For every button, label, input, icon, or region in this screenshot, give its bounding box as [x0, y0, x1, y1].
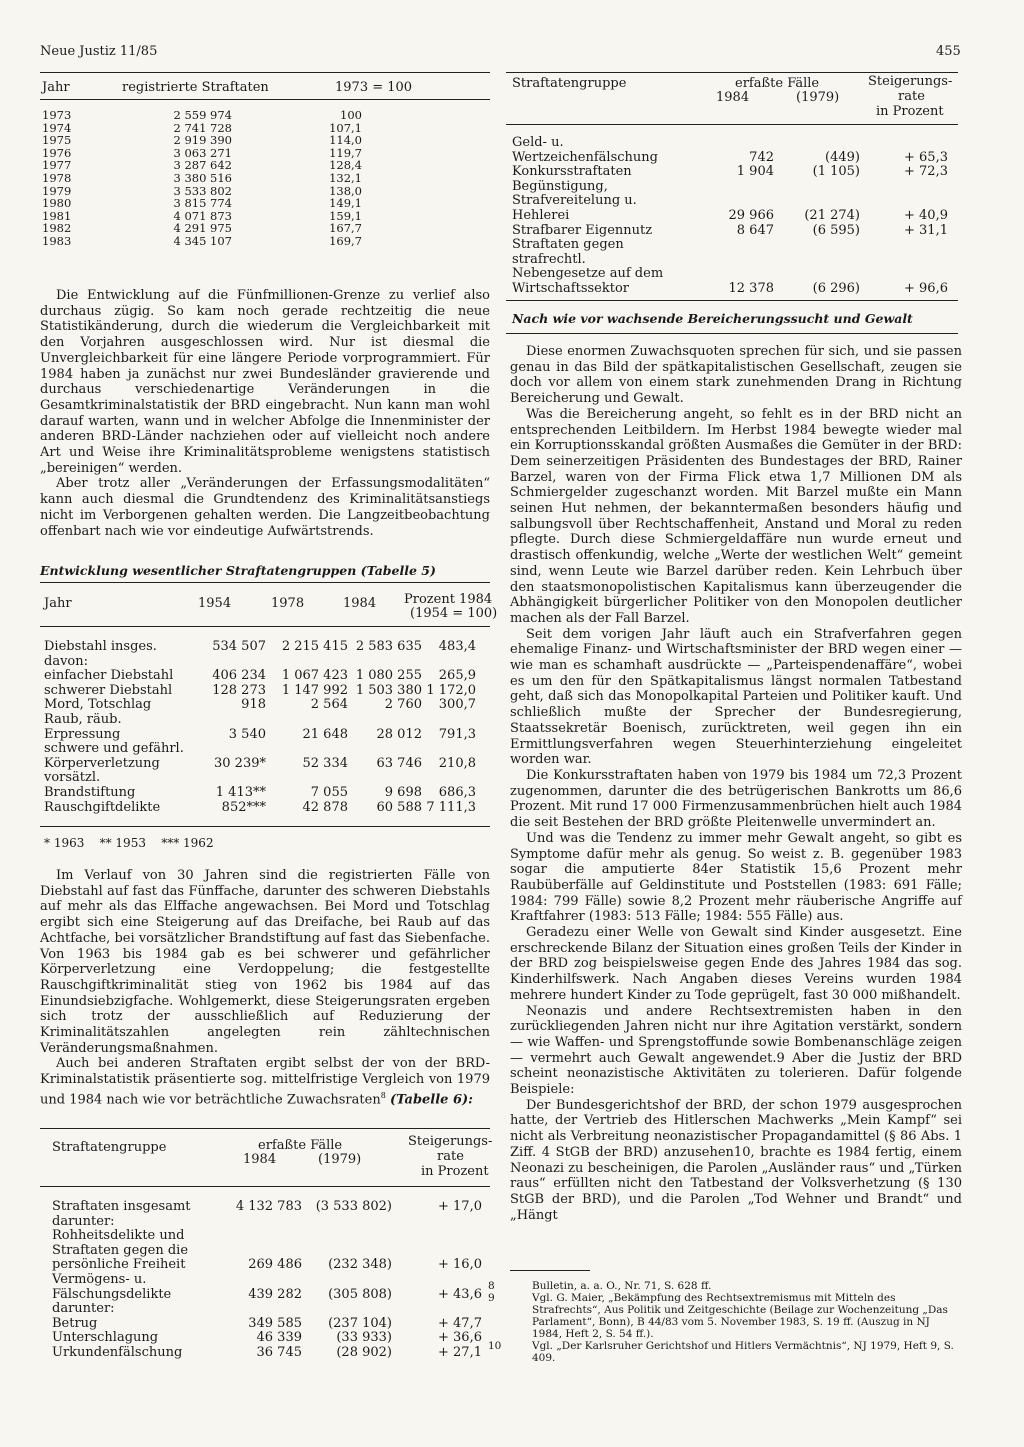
- paragraph: [40, 1056, 490, 1107]
- cell-value: 107,1: [329, 120, 362, 135]
- cell-value: 52 334: [302, 755, 348, 771]
- cell-value: 2 760: [384, 697, 422, 713]
- table1-col-index: 1973 = 100: [335, 80, 413, 95]
- cell-value: + 47,7: [438, 1315, 482, 1331]
- table5-title: Entwicklung wesentlicher Straftatengruppen (Tabelle 5): [40, 563, 436, 578]
- cell-value: 128 273: [212, 682, 266, 698]
- cell-value: (232 348): [328, 1257, 392, 1273]
- cell-value: + 96,6: [904, 280, 948, 296]
- cell-value: 169,7: [329, 233, 362, 248]
- cell-value: 265,9: [438, 668, 476, 684]
- table5-row: [44, 801, 476, 816]
- cell-value: 349 585: [248, 1315, 302, 1331]
- table5-row: [44, 698, 476, 713]
- row-label: schwerer Diebstahl: [44, 682, 173, 698]
- cell-value: 2 564: [310, 697, 348, 713]
- table6-col-1979: (1979): [318, 1152, 362, 1167]
- row-label: darunter:: [52, 1301, 115, 1317]
- cell-value: 60 588: [376, 799, 422, 815]
- paragraph-text: Auch bei anderen Straftaten ergibt selbst der von der BRD-Kriminalstatistik präsentierte sog. mittelfristige Vergleich von 1979 und 1984 nach wie vor beträchtliche Zuwachsraten: [40, 1056, 490, 1108]
- table6: [52, 1200, 482, 1361]
- table7: [512, 136, 948, 297]
- table5-top-rule: [40, 582, 490, 583]
- table6-row: [52, 1273, 482, 1302]
- cell-value: [392, 1302, 482, 1317]
- row-label: Konkursstraftaten: [512, 164, 632, 180]
- table6-col-rate3: in Prozent: [421, 1164, 489, 1179]
- journal-header: Neue Justiz 11/85: [40, 44, 158, 59]
- cell-value: 30 239*: [214, 755, 266, 771]
- cell-value: 21 648: [302, 726, 348, 742]
- table7-col-1979: (1979): [796, 90, 840, 105]
- cell-value: 4 132 783: [235, 1199, 302, 1214]
- paragraph: Diese enormen Zuwachsquoten sprechen für sich, und sie passen genau in das Bild der spätkapitalistischen Gesellschaft, zeugen sie doch vor allem von einem stark zunehmenden Drang in Richtung Bereicherung und Gewalt.: [510, 344, 962, 407]
- table7-row: [512, 136, 948, 165]
- table6-row: [52, 1229, 482, 1273]
- cell-value: 149,1: [329, 196, 362, 211]
- cell-value: 4 291 975: [173, 221, 232, 236]
- row-label: Unterschlagung: [52, 1330, 159, 1346]
- row-label: 1980: [42, 196, 72, 211]
- cell-value: 4 071 873: [173, 208, 232, 223]
- table5: [44, 640, 476, 815]
- paragraph: Aber trotz aller „Veränderungen der Erfassungsmodalitäten“ kann auch diesmal die Grundtendenz des Kriminalitätsanstiegs nicht im Verborgenen gehalten werden. Die Langzeitbeobachtung offenbart nach wie vor eindeutige Aufwärtstrends.: [40, 476, 490, 539]
- cell-value: 2 559 974: [173, 108, 232, 122]
- table5-row: [44, 684, 476, 699]
- cell-value: 742: [749, 149, 774, 165]
- cell-value: [302, 1302, 392, 1317]
- table6-col-group: Straftatengruppe: [52, 1140, 167, 1155]
- table7-row: [512, 224, 948, 239]
- cell-value: 100: [340, 108, 362, 122]
- cell-value: 29 966: [728, 207, 774, 223]
- footnote-9: 9 Vgl. G. Maier, „Bekämpfung des Rechtsextremismus mit Mitteln des Strafrechts“, Aus Politik und Zeitgeschichte (Beilage zur Wochenzeitung „Das Parlament“, Bonn), B 44/83 vom 5. November 1983, S. 19 ff. (Auszug in NJ 1984, Heft 2, S. 54 ff.).: [488, 1292, 948, 1340]
- table1-col-registered: registrierte Straftaten: [122, 80, 269, 95]
- table5-head-rule: [40, 626, 490, 627]
- table6-col-cases: erfaßte Fälle: [258, 1138, 343, 1153]
- row-label: vorsätzl. Brandstiftung: [44, 770, 136, 800]
- table6-col-1984: 1984: [243, 1152, 277, 1167]
- cell-value: + 72,3: [904, 164, 948, 180]
- cell-value: [348, 655, 422, 670]
- table7-col-rate2: rate: [898, 89, 925, 104]
- cell-value: 4 345 107: [173, 233, 232, 248]
- cell-value: [212, 1215, 302, 1230]
- table6-row: [52, 1317, 482, 1332]
- table5-row: [44, 742, 476, 771]
- cell-value: [392, 1215, 482, 1230]
- row-label: Rohheitsdelikte und Straftaten gegen die persönliche Freiheit: [52, 1228, 189, 1273]
- cell-value: (449): [825, 149, 860, 165]
- cell-value: 2 215 415: [281, 639, 348, 654]
- cell-value: 852***: [221, 799, 266, 815]
- cell-value: 1 080 255: [355, 668, 422, 684]
- table1-row: [42, 109, 402, 122]
- row-label: 1978: [42, 170, 72, 185]
- row-label: 1976: [42, 145, 72, 160]
- left-text-block-1: [40, 288, 490, 539]
- table5-col-1978: 1978: [271, 596, 305, 611]
- cell-value: 8 647: [736, 222, 774, 238]
- row-label: Rauschgiftdelikte: [44, 799, 161, 815]
- row-label: schwere und gefährl. Körperverletzung: [44, 741, 184, 771]
- paragraph: Im Verlauf von 30 Jahren sind die registrierten Fälle von Diebstahl auf fast das Fünffache, darunter des schweren Diebstahls auf mehr als das Elffache angewachsen. Bei Mord und Totschlag ergibt sich eine Steigerung auf das Dreifache, bei Raub auf das Achtfache, bei vorsätzlicher Brandstiftung auf fast das Siebenfache. Von 1963 bis 1984 gab es bei schwerer und gefährlicher Körperverletzung eine Verdoppelung; die festgestellte Rauschgiftkriminalität stieg von 1962 bis 1984 auf das Einundsiebzigfache. Wohlgemerkt, diese Steigerungsraten ergeben sich trotz der ausschließlich auf Reduzierung der Kriminalitätszahlen angelegten rein zähltechnischen Veränderungsmaßnahmen.: [40, 868, 490, 1056]
- cell-value: + 17,0: [438, 1199, 482, 1214]
- cell-value: 42 878: [302, 799, 348, 815]
- paragraph: Seit dem vorigen Jahr läuft auch ein Strafverfahren gegen ehemalige Finanz- und Wirtschaftsminister der BRD wegen einer — wie man es schamhaft ausdrückte — „Parteispendenaffäre“, wobei es um den für den Spätkapitalismus längst normalen Tatbestand geht, daß sich das Monopolkapital Parteien und Politiker kauft. Und schließlich mußte der Sprecher der Bundesregierung, Staatssekretär Boenisch, zurücktreten, weil gegen ihn ein Ermittlungsverfahren wegen Steuerhinterziehung eingeleitet worden war.: [510, 626, 962, 768]
- cell-value: 483,4: [438, 639, 476, 654]
- paragraph: Und was die Tendenz zu immer mehr Gewalt angeht, so gibt es Symptome dafür mehr als genug. So weist z. B. gegenüber 1983 sogar die amputierte 84er Statistik 15,6 Prozent mehr Raubüberfälle auf Geldinstitute und Poststellen (1983: 691 Fälle; 1984: 799 Fälle) sowie 8,2 Prozent mehr räuberische Angriffe auf Kraftfahrer (1983: 513 Fälle; 1984: 555 Fälle) aus.: [510, 830, 962, 925]
- cell-value: 7 055: [310, 784, 348, 800]
- cell-value: (3 533 802): [315, 1199, 392, 1214]
- cell-value: (28 902): [336, 1344, 392, 1360]
- cell-value: 1 172,0: [426, 682, 476, 698]
- table6-row: [52, 1200, 482, 1215]
- cell-value: (6 296): [812, 280, 860, 296]
- row-label: 1983: [42, 233, 72, 248]
- row-label: Straftaten gegen strafrechtl. Nebengesetze auf dem Wirtschaftssektor: [512, 237, 664, 296]
- table5-col-year: Jahr: [44, 596, 72, 611]
- table7-col-rate1: Steigerungs-: [868, 74, 953, 89]
- table5-row: [44, 771, 476, 800]
- row-label: 1977: [42, 158, 72, 173]
- table6-row: [52, 1302, 482, 1317]
- row-label: Urkundenfälschung: [52, 1344, 183, 1360]
- row-label: Betrug: [52, 1315, 98, 1331]
- table6-col-rate1: Steigerungs-: [408, 1134, 493, 1149]
- cell-value: 791,3: [438, 726, 476, 742]
- row-label: Begünstigung, Strafvereitelung u. Hehlerei: [512, 178, 637, 223]
- footnote-8: 8 Bulletin, a. a. O., Nr. 71, S. 628 ff.: [488, 1280, 712, 1292]
- heading-rule: [506, 333, 958, 334]
- cell-value: 406 234: [212, 668, 266, 684]
- table5-row: [44, 669, 476, 684]
- table5-bottom-rule: [40, 826, 490, 827]
- cell-value: 300,7: [438, 697, 476, 713]
- row-label: Raub, räub. Erpressung: [44, 711, 122, 742]
- cell-value: 3 540: [228, 726, 266, 742]
- cell-value: 36 745: [256, 1344, 302, 1360]
- left-text-block-2: [40, 868, 490, 1108]
- cell-value: 439 282: [248, 1286, 302, 1302]
- table6-row: [52, 1331, 482, 1346]
- table1: [42, 109, 402, 248]
- cell-value: 132,1: [329, 170, 362, 185]
- cell-value: (6 595): [812, 222, 860, 238]
- table7-col-rate3: in Prozent: [876, 104, 944, 119]
- cell-value: 28 012: [376, 726, 422, 742]
- right-text-block: [510, 344, 962, 1223]
- row-label: 1982: [42, 221, 72, 236]
- table5-row: [44, 713, 476, 742]
- cell-value: 128,4: [329, 158, 362, 173]
- cell-value: [302, 1215, 392, 1230]
- cell-value: (305 808): [328, 1286, 392, 1302]
- cell-value: + 40,9: [904, 207, 948, 223]
- table6-head-rule: [40, 1186, 490, 1187]
- table1-row: [42, 134, 402, 147]
- cell-value: 2 741 728: [173, 120, 232, 135]
- footnote-10: 10 Vgl. „Der Karlsruher Gerichtshof und Hitlers Vermächtnis“, NJ 1979, Heft 9, S. 409.: [488, 1340, 954, 1364]
- row-label: Vermögens- u. Fälschungsdelikte: [52, 1271, 172, 1302]
- footnote-rule: [510, 1270, 590, 1271]
- cell-value: 159,1: [329, 208, 362, 223]
- table1-row: [42, 172, 402, 185]
- cell-value: + 36,6: [438, 1330, 482, 1346]
- table7-row: [512, 180, 948, 224]
- cell-value: [422, 655, 476, 670]
- table6-row: [52, 1215, 482, 1230]
- cell-value: 46 339: [256, 1330, 302, 1346]
- table7-row: [512, 238, 948, 296]
- footnote-ref: 8: [380, 1090, 386, 1100]
- table5-footnote: * 1963 ** 1953 *** 1962: [44, 836, 214, 850]
- row-label: darunter:: [52, 1213, 115, 1229]
- row-label: 1975: [42, 133, 72, 148]
- cell-value: 114,0: [329, 133, 362, 148]
- row-label: 1973: [42, 108, 72, 122]
- cell-value: 210,8: [438, 755, 476, 771]
- paragraph: Die Entwicklung auf die Fünfmillionen-Grenze zu verlief also durchaus zügig. So kam noch gerade rechtzeitig die neue Statistikänderung, durch die wiederum die Vergleichbarkeit mit den Vorjahren ausgeschlossen wird. Nur ist diesmal die Unvergleichbarkeit für eine längere Periode vorprogrammiert. Für 1984 haben ja zunächst nur zwei Bundesländer gravierende und durchaus verschiedenartige Veränderungen in die Gesamtkriminalstatistik der BRD eingebracht. Nun kann man wohl darauf warten, wann und in welcher Abfolge die Innenminister der anderen BRD-Länder nachziehen oder auf vielleicht noch andere Art und Weise ihre Kriminalitätsprobleme wenigstens statistisch „bereinigen“ werden.: [40, 288, 490, 476]
- cell-value: 3 063 271: [173, 145, 232, 160]
- paragraph: Der Bundesgerichtshof der BRD, der schon 1979 ausgesprochen hatte, der Vertrieb des Hitlerschen Machwerks „Mein Kampf“ sei nicht als Verbreitung neonazistischer Propagandamittel (§ 86 Abs. 1 Ziff. 4 StGB der BRD) anzusehen10, brachte es 1984 fertig, einem Neonazi zu bescheinigen, die Parolen „Ausländer raus“ und „Türken raus“ erfüllten nicht den Tatbestand der Volksverhetzung (§ 130 StGB der BRD), und die Parolen „Tod Wehner und Brandt“ und „Hängt: [510, 1097, 962, 1223]
- cell-value: 1 067 423: [281, 668, 348, 684]
- page-number: 455: [936, 44, 961, 59]
- table1-top-rule: [40, 72, 490, 73]
- cell-value: 2 583 635: [355, 639, 422, 654]
- cell-value: 12 378: [728, 280, 774, 296]
- cell-value: 119,7: [329, 145, 362, 160]
- table6-row: [52, 1346, 482, 1361]
- cell-value: 7 111,3: [426, 799, 476, 815]
- cell-value: 269 486: [248, 1257, 302, 1273]
- cell-value: + 31,1: [904, 222, 948, 238]
- table5-col-percent: Prozent 1984: [404, 592, 493, 607]
- table7-bottom-rule: [506, 300, 958, 301]
- cell-value: (33 933): [336, 1330, 392, 1346]
- table5-row: [44, 655, 476, 670]
- table1-col-year: Jahr: [42, 80, 70, 95]
- cell-value: 3 380 516: [173, 170, 232, 185]
- row-label: Strafbarer Eigennutz: [512, 222, 653, 238]
- table1-head-rule: [40, 99, 490, 100]
- row-label: Mord, Totschlag: [44, 697, 152, 713]
- paragraph: Geradezu einer Welle von Gewalt sind Kinder ausgesetzt. Eine erschreckende Bilanz der Situation eines großen Teils der Kinder in der BRD zog beispielsweise gegen Ende des Jahres 1984 das sog. Kinderhilfswerk. Nach Angaben dieses Vereins wurden 1984 mehrere hundert Kinder zu Tode geprügelt, fast 30 000 mißhandelt.: [510, 925, 962, 1003]
- row-label: 1981: [42, 208, 72, 223]
- footnotes: [488, 1280, 962, 1364]
- cell-value: (237 104): [328, 1315, 392, 1331]
- section-heading: Nach wie vor wachsende Bereicherungssucht und Gewalt: [512, 311, 913, 326]
- cell-value: 686,3: [438, 784, 476, 800]
- cell-value: 63 746: [376, 755, 422, 771]
- cell-value: 1 413**: [215, 784, 266, 800]
- cell-value: 167,7: [329, 221, 362, 236]
- table7-col-cases: erfaßte Fälle: [735, 76, 820, 91]
- table7-head-rule: [506, 124, 958, 125]
- paragraph: Die Konkursstraftaten haben von 1979 bis 1984 um 72,3 Prozent zugenommen, darunter die des betrügerischen Bankrotts um 86,6 Prozent. Mit rund 17 000 Firmenzusammenbrüchen hielt auch 1984 die seit Bestehen der BRD größte Pleitenwelle unvermindert an.: [510, 767, 962, 831]
- cell-value: (1 105): [812, 164, 860, 180]
- cell-value: 3 287 642: [173, 158, 232, 173]
- cell-value: (21 274): [804, 207, 860, 223]
- table5-row: [44, 640, 476, 655]
- table5-col-1954: 1954: [198, 596, 232, 611]
- cell-value: 1 904: [736, 164, 774, 180]
- cell-value: [212, 1302, 302, 1317]
- table5-col-1984: 1984: [343, 596, 377, 611]
- paragraph: Neonazis und andere Rechtsextremisten haben in den zurückliegenden Jahren nicht nur ihre Agitation verstärkt, sondern — wie Waffen- und Sprengstoffunde sowie Bombenanschläge zeigen — vermehrt auch Gewalt angewendet.9 Aber die Justiz der BRD scheint neonazistische Aktivitäten zu tolerieren. Dafür folgende Beispiele:: [510, 1003, 962, 1098]
- row-label: einfacher Diebstahl: [44, 668, 174, 684]
- table7-top-rule: [506, 72, 958, 73]
- cell-value: [266, 655, 348, 670]
- cell-value: + 16,0: [438, 1257, 482, 1273]
- row-label: Diebstahl insges.: [44, 639, 157, 654]
- paragraph: Was die Bereicherung angeht, so fehlt es in der BRD nicht an entsprechenden Leitbildern. Im Herbst 1984 bewegte wieder mal ein Korruptionsskandal größten Ausmaßes die Gemüter in der BRD: Dem seinerzeitigen Präsidenten des Bundestages der BRD, Rainer Barzel, waren von der Firma Flick etwa 1,7 Millionen DM als Schmiergelder zugeschanzt worden. Mit Barzel mußte ein Mann seinen Hut nehmen, der bekanntermaßen besonders häufig und salbungsvoll über Rechtschaffenheit, Anstand und Moral zu reden pflegte. Durch diese Schmiergeldaffäre nun wurde erneut und drastisch offenkundig, welche „Werte der westlichen Welt“ gemeint sind, wenn Leute wie Barzel darüber reden. Kein Lehrbuch über den staatsmonopolistischen Kapitalismus kann überzeugender die Abhängigkeit bürgerlicher Politiker von den Monopolen deutlicher machen als der Fall Barzel.: [510, 406, 962, 626]
- table1-row: [42, 197, 402, 210]
- cell-value: 9 698: [384, 784, 422, 800]
- row-label: Geld- u. Wertzeichenfälschung: [512, 135, 658, 165]
- cell-value: 138,0: [329, 183, 362, 198]
- cell-value: 918: [241, 697, 266, 713]
- table7-col-1984: 1984: [716, 90, 750, 105]
- cell-value: 1 147 992: [281, 682, 348, 698]
- table5-col-base: (1954 = 100): [410, 606, 498, 621]
- table1-row: [42, 235, 402, 248]
- table6-top-rule: [40, 1128, 490, 1129]
- cell-value: 3 533 802: [173, 183, 232, 198]
- row-label: 1974: [42, 120, 72, 135]
- table7-col-group: Straftatengruppe: [512, 76, 627, 91]
- cell-value: [194, 655, 266, 670]
- row-label: 1979: [42, 183, 72, 198]
- table-ref: (Tabelle 6):: [389, 1092, 473, 1108]
- cell-value: + 43,6: [438, 1286, 482, 1302]
- table7-row: [512, 165, 948, 180]
- cell-value: + 65,3: [904, 149, 948, 165]
- row-label: Straftaten insgesamt: [52, 1199, 191, 1214]
- table6-col-rate2: rate: [437, 1149, 464, 1164]
- cell-value: 534 507: [212, 639, 266, 654]
- cell-value: 1 503 380: [355, 682, 422, 698]
- cell-value: 3 815 774: [173, 196, 232, 211]
- cell-value: 2 919 390: [173, 133, 232, 148]
- row-label: davon:: [44, 653, 88, 669]
- cell-value: + 27,1: [438, 1344, 482, 1360]
